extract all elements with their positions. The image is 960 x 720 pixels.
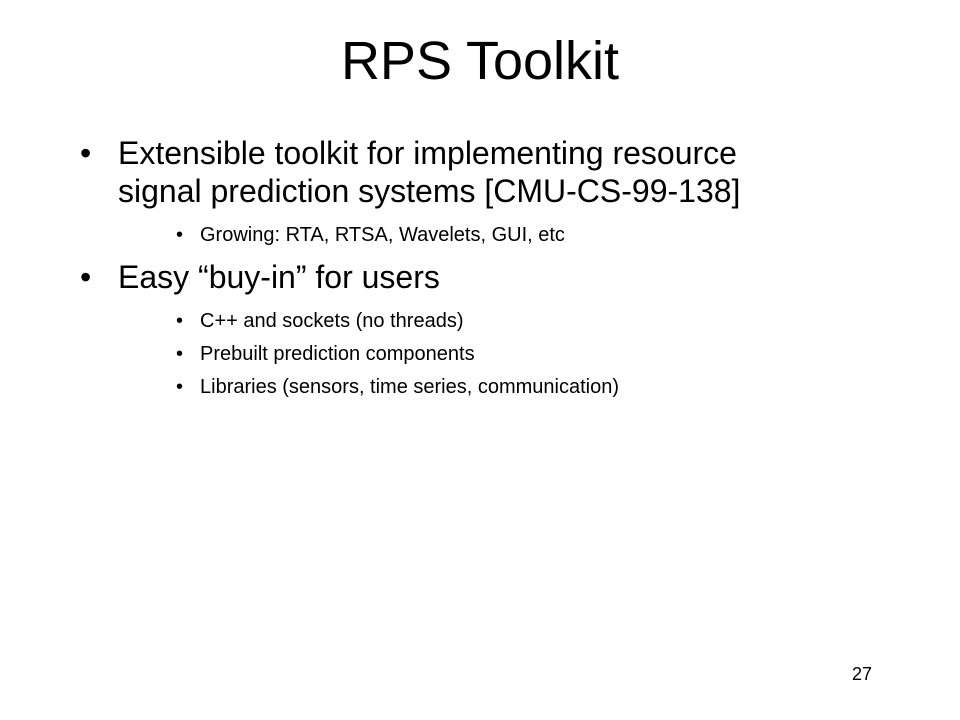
bullet-marker: • [80, 135, 92, 171]
sub-bullet-text: C++ and sockets (no threads) [200, 310, 464, 332]
sub-bullet-marker: • [176, 224, 184, 246]
sub-bullet-text: Growing: RTA, RTSA, Wavelets, GUI, etc [200, 224, 565, 246]
bullet-text-line: signal prediction systems [CMU-CS-99-138] [118, 173, 741, 209]
sub-bullet-marker: • [176, 343, 184, 365]
sub-bullet-marker: • [176, 376, 184, 398]
bullet-text-line: Extensible toolkit for implementing resource [118, 135, 737, 171]
sub-bullet-marker: • [176, 310, 184, 332]
sub-bullet-text: Prebuilt prediction components [200, 343, 475, 365]
bullet-marker: • [80, 259, 92, 295]
page-number: 27 [852, 664, 873, 684]
sub-bullet-text: Libraries (sensors, time series, communication) [200, 376, 620, 398]
bullet-text-line: Easy “buy-in” for users [118, 259, 440, 295]
slide-title: RPS Toolkit [340, 31, 620, 91]
